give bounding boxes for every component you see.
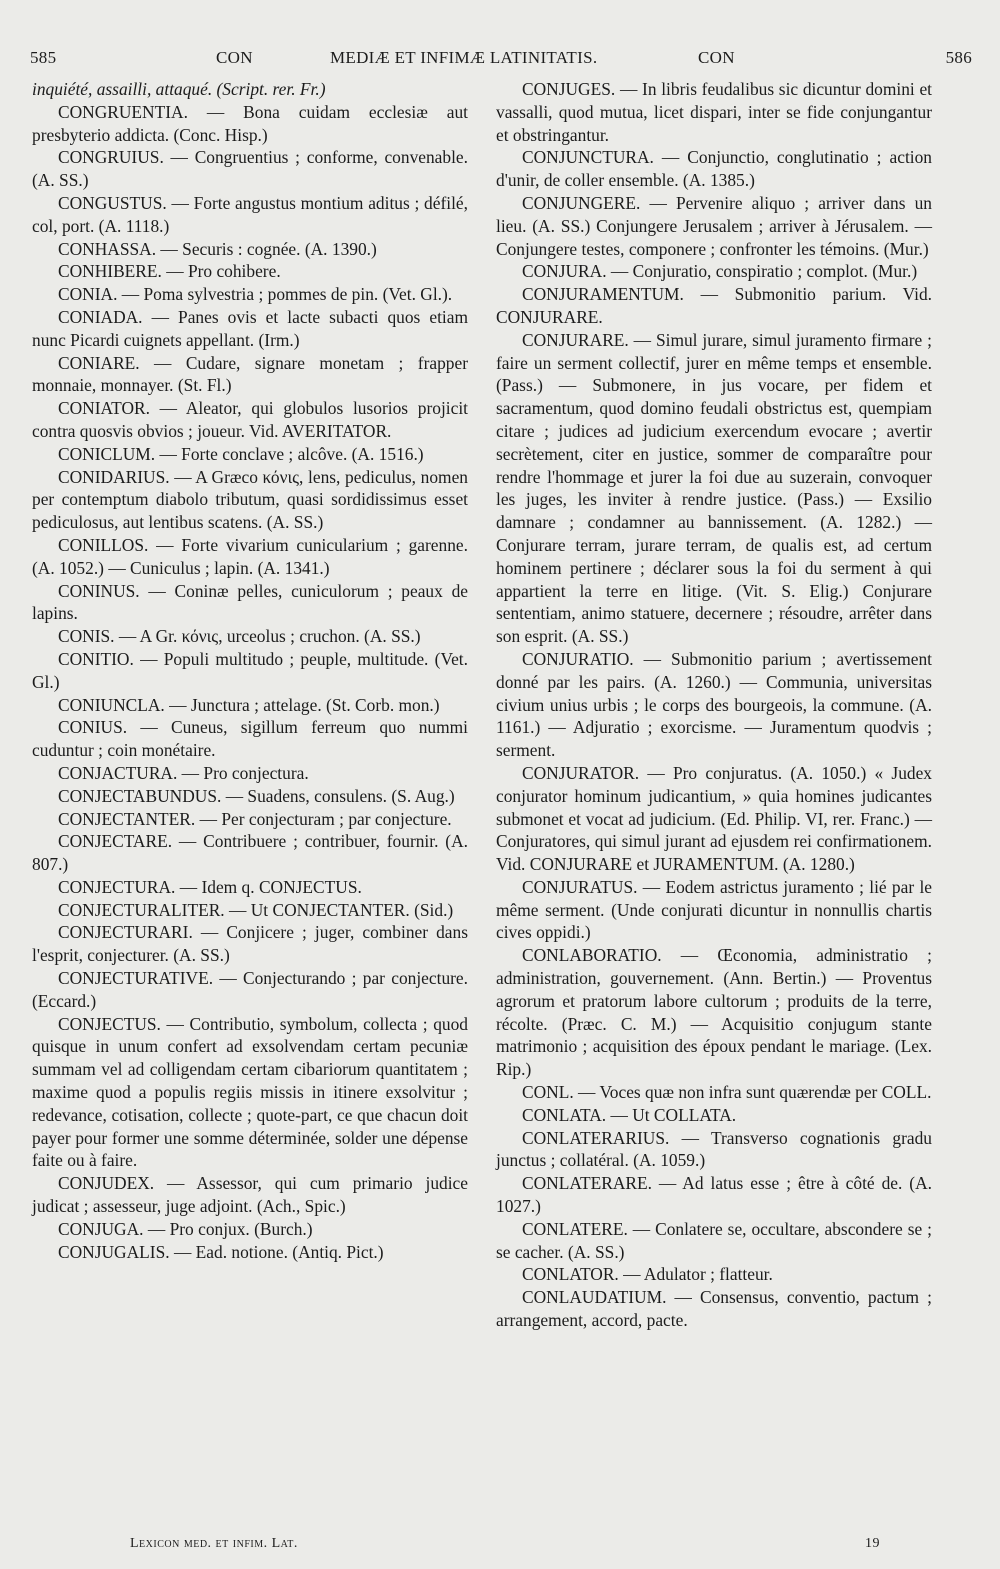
dictionary-entry: CONJECTARE. — Contribuere ; contribuer, fournir. (A. 807.)	[32, 831, 468, 875]
dictionary-entry: CONL. — Voces quæ non infra sunt quærendæ per COLL.	[522, 1082, 932, 1103]
dictionary-entry: CONJECTURATIVE. — Conjecturando ; par conjecture. (Eccard.)	[32, 968, 468, 1011]
right-guide-word: CON	[698, 48, 735, 67]
dictionary-entry: CONJURATOR. — Pro conjuratus. (A. 1050.) « Judex conjurator hominum judicantium, » quia homines judicantes submonet et vocat ad judicium. (Ed. Philip. VI, rer. Franc.) — Conjuratores, qui simul jurant ad ejusdem rei confirmationem. Vid. CONJURARE et JURAMENTUM. (A. 1280.)	[496, 762, 932, 875]
signature-number: 19	[865, 1536, 880, 1551]
dictionary-entry: CONINUS. — Coninæ pelles, cuniculorum ; peaux de lapins.	[32, 580, 468, 624]
dictionary-entry: CONJECTURARI. — Conjicere ; juger, combiner dans l'esprit, conjecturer. (A. SS.)	[32, 922, 468, 966]
dictionary-entry: CONICLUM. — Forte conclave ; alcôve. (A. 1516.)	[58, 443, 424, 464]
footer-signature-line: Lexicon med. et infim. Lat.	[130, 1536, 298, 1551]
dictionary-entry: CONIDARIUS. — A Græco κόνις, lens, pediculus, nomen per contemptum diabolo tributum, quasi sordidissimus esset pediculosus, aut lentibus scatens. (A. SS.)	[32, 466, 468, 533]
left-column	[32, 78, 468, 1263]
dictionary-entry: CONJACTURA. — Pro conjectura.	[58, 762, 309, 783]
dictionary-entry: CONIATOR. — Aleator, qui globulos lusorios projicit contra quosvis obvios ; joueur. Vid. AVERITATOR.	[32, 398, 468, 441]
dictionary-entry: CONJUGES. — In libris feudalibus sic dicuntur domini et vassalli, quod mutua, licet dispari, inter se fide conjungantur et obstringantur.	[496, 79, 932, 145]
dictionary-entry: CONJUGALIS. — Ead. notione. (Antiq. Pict.)	[58, 1241, 384, 1262]
dictionary-entry: CONLATERARIUS. — Transverso cognationis gradu junctus ; collatéral. (A. 1059.)	[496, 1127, 932, 1171]
dictionary-entry: CONJECTUS. — Contributio, symbolum, collecta ; quod quisque in unum confert ad exsolvendam certam pecuniæ summam vel ad colligendam certam cibariorum quantitatem ; maxime quod a populis regiis missis in itinere exsolvitur ; redevance, cotisation, collecte ; quote-part, ce que chacun doit payer pour former une somme déterminée, solder une dépense faite ou à faire.	[32, 1013, 468, 1171]
dictionary-entry: CONJURATUS. — Eodem astrictus juramento ; lié par le même serment. (Unde conjurati dicuntur in nonnullis chartis cives oppidi.)	[496, 876, 932, 943]
dictionary-entry: CONGRUENTIA. — Bona cuidam ecclesiæ aut presbyterio addicta. (Conc. Hisp.)	[32, 101, 468, 145]
dictionary-entry: CONILLOS. — Forte vivarium cunicularium ; garenne. (A. 1052.) — Cuniculus ; lapin. (A. 1341.)	[32, 534, 468, 578]
dictionary-entry: CONLAUDATIUM. — Consensus, conventio, pactum ; arrangement, accord, pacte.	[496, 1287, 932, 1331]
dictionary-entry: CONJUNGERE. — Pervenire aliquo ; arriver dans un lieu. (A. SS.) Conjungere Jerusalem ; arriver à Jérusalem. — Conjungere testes, componere ; confronter les témoins. (Mur.)	[496, 192, 932, 259]
dictionary-entry: CONJURAMENTUM. — Submonitio parium. Vid. CONJURARE.	[496, 284, 932, 327]
left-page-number: 585	[30, 48, 57, 67]
dictionary-entry: CONJUGA. — Pro conjux. (Burch.)	[58, 1218, 313, 1239]
dictionary-entry: CONJECTABUNDUS. — Suadens, consulens. (S. Aug.)	[58, 785, 455, 806]
dictionary-entry: CONJECTANTER. — Per conjecturam ; par conjecture.	[58, 808, 452, 829]
dictionary-entry: CONJECTURALITER. — Ut CONJECTANTER. (Sid.)	[58, 899, 454, 920]
dictionary-entry: CONJECTURA. — Idem q. CONJECTUS.	[58, 876, 362, 897]
dictionary-entry: CONHIBERE. — Pro cohibere.	[58, 261, 281, 282]
dictionary-entry: CONJURARE. — Simul jurare, simul juramento firmare ; faire un serment collectif, jurer en même temps et ensemble. (Pass.) — Submonere, in jus vocare, per fidem et sacramentum, quod domino feudali obstrictus est, quempiam citare ; judices ad judicium exercendum evocare ; avertir secrètement, citer en justice, sommer de comparaître pour rendre l'hommage et jurer la foi due au suzerain, convoquer les juges, les inviter à rendre justice. (Pass.) — Exsilio damnare ; condamner au bannissement. (A. 1282.) — Conjurare terram, jurare terram, de qualis est, ad certum hominem pertinere ; déclarer sous la foi du serment à qui appartient la terre en litige. (Vit. S. Elig.) Conjurare sententiam, animo statuere, decernere ; résoudre, arrêter dans son esprit. (A. SS.)	[496, 329, 932, 647]
dictionary-entry: CONLATOR. — Adulator ; flatteur.	[522, 1264, 773, 1285]
dictionary-entry: CONIARE. — Cudare, signare monetam ; frapper monnaie, monnayer. (St. Fl.)	[32, 352, 468, 396]
right-column	[496, 78, 932, 1332]
running-title: MEDIÆ ET INFIMÆ LATINITATIS.	[330, 48, 598, 67]
dictionary-entry: CONIA. — Poma sylvestria ; pommes de pin. (Vet. Gl.).	[58, 284, 453, 305]
dictionary-entry: CONIUNCLA. — Junctura ; attelage. (St. Corb. mon.)	[58, 694, 440, 715]
right-page-number: 586	[945, 48, 972, 67]
dictionary-entry: CONHASSA. — Securis : cognée. (A. 1390.)	[58, 238, 377, 259]
left-guide-word: CON	[216, 48, 253, 67]
dictionary-entry: CONJUDEX. — Assessor, qui cum primario judice judicat ; assesseur, juge adjoint. (Ach., Spic.)	[32, 1173, 468, 1217]
dictionary-entry: CONJURATIO. — Submonitio parium ; avertissement donné par les pairs. (A. 1260.) — Communia, universitas civium unius urbis ; le corps des bourgeois, la commune. (A. 1161.) — Adjuratio ; exorcisme. — Juramentum quodvis ; serment.	[496, 648, 932, 761]
dictionary-entry: CONIUS. — Cuneus, sigillum ferreum quo nummi cuduntur ; coin monétaire.	[32, 717, 468, 761]
dictionary-entry: CONJUNCTURA. — Conjunctio, conglutinatio ; action d'unir, de coller ensemble. (A. 1385.)	[496, 147, 932, 191]
dictionary-entry: CONLATERARE. — Ad latus esse ; être à côté de. (A. 1027.)	[496, 1173, 932, 1217]
dictionary-entry: CONLABORATIO. — Œconomia, administratio ; administration, gouvernement. (Ann. Bertin.) — Proventus agrorum et pratorum labore cultorum ; produits de la terre, récolte. (Præc. C. M.) — Acquisitio conjugum stante matrimonio ; acquisition des époux pendant le mariage. (Lex. Rip.)	[496, 945, 932, 1080]
dictionary-entry: CONITIO. — Populi multitudo ; peuple, multitude. (Vet. Gl.)	[32, 648, 468, 692]
dictionary-entry: inquiété, assailli, attaqué. (Script. rer. Fr.)	[32, 79, 326, 99]
dictionary-entry: CONJURA. — Conjuratio, conspiratio ; complot. (Mur.)	[522, 261, 918, 282]
dictionary-entry: CONLATA. — Ut COLLATA.	[522, 1104, 737, 1125]
running-header	[30, 48, 972, 72]
dictionary-entry: CONGRUIUS. — Congruentius ; conforme, convenable. (A. SS.)	[32, 147, 468, 191]
dictionary-entry: CONLATERE. — Conlatere se, occultare, abscondere se ; se cacher. (A. SS.)	[496, 1218, 932, 1262]
dictionary-entry: CONIS. — A Gr. κόνις, urceolus ; cruchon. (A. SS.)	[58, 626, 421, 647]
dictionary-entry: CONIADA. — Panes ovis et lacte subacti quos etiam nunc Picardi cuignets appellant. (Irm.)	[32, 306, 468, 350]
dictionary-entry: CONGUSTUS. — Forte angustus montium aditus ; défilé, col, port. (A. 1118.)	[32, 192, 468, 236]
